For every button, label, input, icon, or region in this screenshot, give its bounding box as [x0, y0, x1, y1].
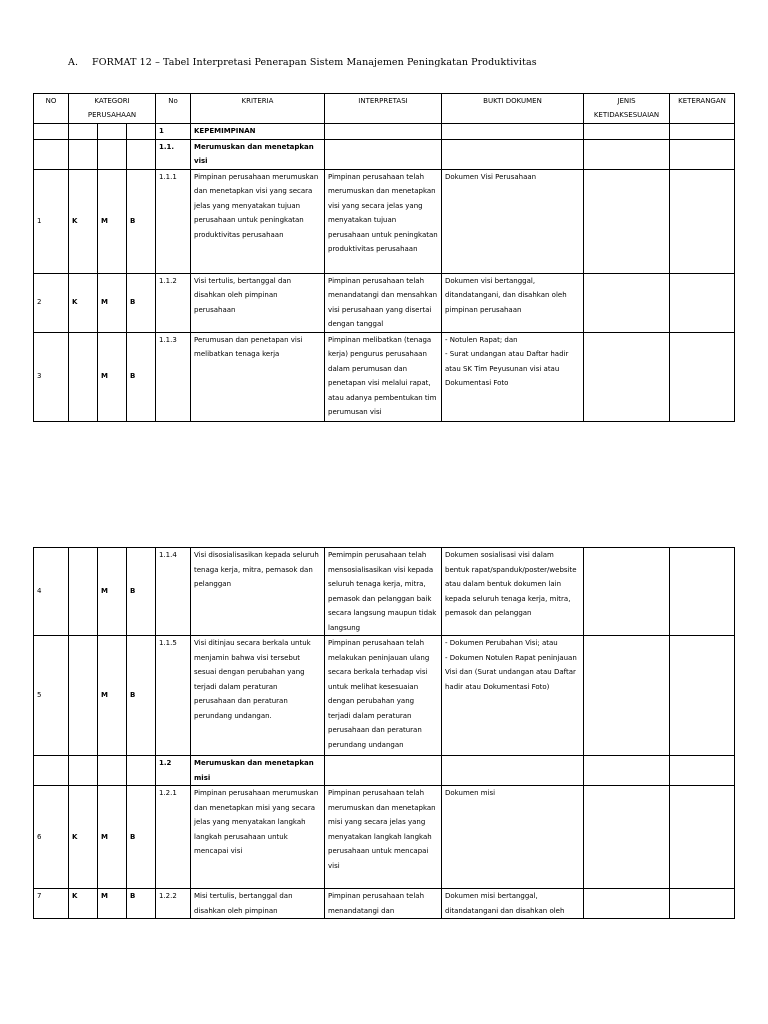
nonconformity-cell: [584, 332, 670, 421]
criteria-code: 1.1.2: [156, 273, 191, 332]
title-letter: A.: [68, 57, 79, 68]
category-b: B: [127, 332, 156, 421]
table-row: [34, 786, 735, 889]
header-kategori: KATEGORI PERUSAHAAN: [69, 94, 156, 124]
category-b: B: [127, 889, 156, 919]
section-label: KEPEMIMPINAN: [191, 124, 325, 140]
interpretation-text: Pimpinan melibatkan (tenaga kerja) pengurus perusahaan dalam perumusan dan penetapan visi melalui rapat, atau adanya pembentukan tim perumusan visi: [325, 332, 442, 421]
evidence-text: - Dokumen Perubahan Visi; atau - Dokumen Notulen Rapat peninjauan Visi dan (Surat undangan atau Daftar hadir atau Dokumentasi Foto): [442, 636, 584, 756]
criteria-text: Misi tertulis, bertanggal dan disahkan oleh pimpinan: [191, 889, 325, 919]
section-row: [34, 124, 735, 140]
table-row: [34, 169, 735, 273]
evidence-text: Dokumen Visi Perusahaan: [442, 169, 584, 273]
criteria-text: Perumusan dan penetapan visi melibatkan tenaga kerja: [191, 332, 325, 421]
interpretation-text: Pimpinan perusahaan telah menandatangi dan: [325, 889, 442, 919]
category-m: M: [98, 548, 127, 636]
row-no: 4: [34, 548, 69, 636]
criteria-table-1: [33, 93, 735, 422]
category-k: K: [69, 273, 98, 332]
subsection-number: 1.2: [156, 756, 191, 786]
category-k: [69, 548, 98, 636]
header-bukti: BUKTI DOKUMEN: [442, 94, 584, 124]
criteria-text: Pimpinan perusahaan merumuskan dan menetapkan visi yang secara jelas yang menyatakan tujuan perusahaan untuk peningkatan produktivitas perusahaan: [191, 169, 325, 273]
category-m: M: [98, 889, 127, 919]
row-no: 6: [34, 786, 69, 889]
subsection-label: Merumuskan dan menetapkan visi: [191, 139, 325, 169]
table-row: [34, 273, 735, 332]
category-k: [69, 332, 98, 421]
criteria-table-2: [33, 547, 735, 919]
subsection-label: Merumuskan dan menetapkan misi: [191, 756, 325, 786]
table-row: [34, 636, 735, 756]
row-no: 7: [34, 889, 69, 919]
header-keterangan: KETERANGAN: [670, 94, 735, 124]
header-no2: No: [156, 94, 191, 124]
evidence-text: Dokumen sosialisasi visi dalam bentuk rapat/spanduk/poster/website atau dalam bentuk dokumen lain kepada seluruh tenaga kerja, mitra, pemasok dan pelanggan: [442, 548, 584, 636]
evidence-text: Dokumen visi bertanggal, ditandatangani, dan disahkan oleh pimpinan perusahaan: [442, 273, 584, 332]
subsection-row: [34, 756, 735, 786]
criteria-code: 1.1.4: [156, 548, 191, 636]
category-b: B: [127, 786, 156, 889]
section-number: 1: [156, 124, 191, 140]
nonconformity-cell: [584, 169, 670, 273]
category-m: M: [98, 273, 127, 332]
table-row: [34, 332, 735, 421]
criteria-code: 1.2.1: [156, 786, 191, 889]
category-b: B: [127, 548, 156, 636]
category-m: M: [98, 786, 127, 889]
interpretation-text: Pemimpin perusahaan telah mensosialisasikan visi kepada seluruh tenaga kerja, mitra, pemasok dan pelanggan baik secara langsung maupun tidak langsung: [325, 548, 442, 636]
subsection-row: [34, 139, 735, 169]
remarks-cell: [670, 889, 735, 919]
criteria-text: Visi ditinjau secara berkala untuk menjamin bahwa visi tersebut sesuai dengan perubahan yang terjadi dalam peraturan perusahaan dan peraturan perundang undangan.: [191, 636, 325, 756]
evidence-text: Dokumen misi bertanggal, ditandatangani dan disahkan oleh: [442, 889, 584, 919]
category-k: K: [69, 889, 98, 919]
header-kriteria: KRITERIA: [191, 94, 325, 124]
table-row: [34, 889, 735, 919]
nonconformity-cell: [584, 889, 670, 919]
category-m: M: [98, 636, 127, 756]
category-k: K: [69, 169, 98, 273]
category-k: [69, 636, 98, 756]
nonconformity-cell: [584, 636, 670, 756]
remarks-cell: [670, 332, 735, 421]
nonconformity-cell: [584, 273, 670, 332]
category-m: M: [98, 169, 127, 273]
criteria-code: 1.1.3: [156, 332, 191, 421]
header-no: NO: [34, 94, 69, 124]
criteria-code: 1.2.2: [156, 889, 191, 919]
category-k: K: [69, 786, 98, 889]
criteria-text: Visi disosialisasikan kepada seluruh tenaga kerja, mitra, pemasok dan pelanggan: [191, 548, 325, 636]
header-interpretasi: INTERPRETASI: [325, 94, 442, 124]
category-b: B: [127, 169, 156, 273]
evidence-text: - Notulen Rapat; dan - Surat undangan atau Daftar hadir atau SK Tim Peyusunan visi atau Dokumentasi Foto: [442, 332, 584, 421]
interpretation-text: Pimpinan perusahaan telah menandatangi dan mensahkan visi perusahaan yang disertai dengan tanggal: [325, 273, 442, 332]
criteria-code: 1.1.5: [156, 636, 191, 756]
nonconformity-cell: [584, 786, 670, 889]
criteria-text: Pimpinan perusahaan merumuskan dan menetapkan misi yang secara jelas yang menyatakan langkah langkah perusahaan untuk mencapai visi: [191, 786, 325, 889]
title-text: FORMAT 12 – Tabel Interpretasi Penerapan Sistem Manajemen Peningkatan Produktivitas: [92, 57, 537, 68]
row-no: 2: [34, 273, 69, 332]
interpretation-text: Pimpinan perusahaan telah merumuskan dan menetapkan misi yang secara jelas yang menyatakan langkah langkah perusahaan untuk mencapai visi: [325, 786, 442, 889]
remarks-cell: [670, 786, 735, 889]
remarks-cell: [670, 636, 735, 756]
table-header-row: [34, 94, 735, 124]
category-m: M: [98, 332, 127, 421]
category-b: B: [127, 273, 156, 332]
criteria-code: 1.1.1: [156, 169, 191, 273]
remarks-cell: [670, 548, 735, 636]
category-b: B: [127, 636, 156, 756]
row-no: 3: [34, 332, 69, 421]
remarks-cell: [670, 273, 735, 332]
row-no: 5: [34, 636, 69, 756]
interpretation-text: Pimpinan perusahaan telah merumuskan dan menetapkan visi yang secara jelas yang menyatakan tujuan perusahaan untuk peningkatan produktivitas perusahaan: [325, 169, 442, 273]
row-no: 1: [34, 169, 69, 273]
criteria-text: Visi tertulis, bertanggal dan disahkan oleh pimpinan perusahaan: [191, 273, 325, 332]
interpretation-text: Pimpinan perusahaan telah melakukan peninjauan ulang secara berkala terhadap visi untuk melihat kesesuaian dengan perubahan yang terjadi dalam peraturan perusahaan dan peraturan perundang undangan: [325, 636, 442, 756]
nonconformity-cell: [584, 548, 670, 636]
page-title: [68, 57, 537, 68]
subsection-number: 1.1.: [156, 139, 191, 169]
header-jenis: JENIS KETIDAKSESUAIAN: [584, 94, 670, 124]
remarks-cell: [670, 169, 735, 273]
table-row: [34, 548, 735, 636]
evidence-text: Dokumen misi: [442, 786, 584, 889]
